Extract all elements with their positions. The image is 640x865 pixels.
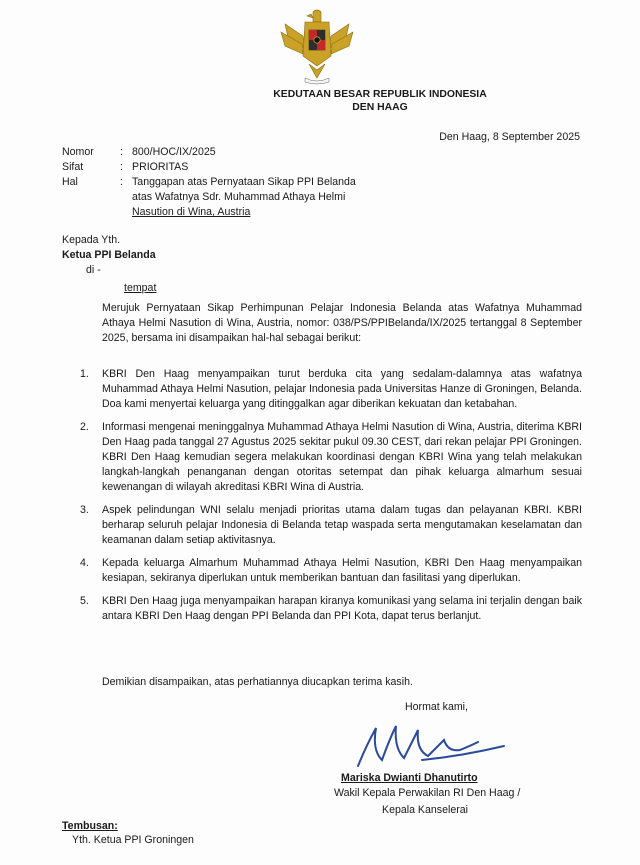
item-text: KBRI Den Haag juga menyampaikan harapan kiranya komunikasi yang selama ini terjalin dengan baik antara KBRI Den Haag dengan PPI Belanda dan PPI Kota, dapat terus berlanjut. — [102, 595, 582, 622]
meta-row-nomor — [62, 145, 582, 160]
tembusan-recipient: Yth. Ketua PPI Groningen — [72, 834, 194, 846]
item-text: KBRI Den Haag menyampaikan turut berduka cita yang sedalam-dalamnya atas wafatnya Muhammad Athaya Helmi Nasution, pelajar Indonesia pada Universitas Hanze di Groningen, Belanda. Doa kami menyertai keluarga yang ditinggalkan agar diberikan kekuatan dan ketabahan. — [102, 368, 582, 410]
item-text: Informasi mengenai meninggalnya Muhammad Athaya Helmi Nasution di Wina, Austria, diterima KBRI Den Haag pada tanggal 27 Agustus 2025 sekitar pukul 09.30 CEST, dari rekan pelajar PPI Groningen. KBRI Den Haag kemudian segera melakukan koordinasi dengan KBRI Wina yang telah melakukan langkah-langkah penanganan dengan otoritas setempat dan pihak keluarga almarhum sesuai kewenangan di wilayah akreditasi KBRI Wina di Austria. — [102, 421, 582, 493]
colon: : — [120, 161, 123, 173]
hal-line-3: Nasution di Wina, Austria — [132, 206, 251, 218]
hal-value — [132, 175, 582, 220]
tempat-line: tempat — [124, 282, 157, 294]
item-text: Kepada keluarga Almarhum Muhammad Athaya Helmi Nasution, KBRI Den Haag menyampaikan kesiapan, sekiranya diperlukan untuk memberikan bantuan dan fasilitasi yang diperlukan. — [102, 557, 582, 584]
nomor-value: 800/HOC/IX/2025 — [132, 146, 216, 158]
nomor-label: Nomor — [62, 146, 94, 158]
letter-date: Den Haag, 8 September 2025 — [439, 131, 580, 143]
sifat-value: PRIORITAS — [132, 161, 189, 173]
list-item — [80, 594, 582, 624]
item-number: 3. — [80, 504, 89, 516]
tembusan-label: Tembusan: — [62, 820, 118, 832]
list-item — [80, 367, 582, 412]
garuda-emblem-icon — [275, 6, 359, 86]
handwritten-signature — [352, 716, 512, 774]
colon: : — [120, 146, 123, 158]
list-item — [80, 556, 582, 586]
meta-row-hal — [62, 175, 582, 220]
list-item — [80, 503, 582, 548]
sifat-label: Sifat — [62, 161, 84, 173]
closing-sentence: Demikian disampaikan, atas perhatiannya diucapkan terima kasih. — [102, 676, 413, 688]
item-number: 2. — [80, 421, 89, 433]
kepada-line: Kepada Yth. — [62, 234, 121, 246]
intro-paragraph: Merujuk Pernyataan Sikap Perhimpunan Pelajar Indonesia Belanda atas Wafatnya Muhammad Athaya Helmi Nasution di Wina, Austria, nomor: 038/PS/PPIBelanda/IX/2025 tertanggal 8 September 2025, bersama ini disampaikan hal-hal sebagai berikut: — [102, 302, 582, 344]
di-line: di - — [86, 264, 101, 276]
hormat-kami: Hormat kami, — [405, 701, 468, 713]
hal-line-2: atas Wafatnya Sdr. Muhammad Athaya Helmi — [132, 191, 346, 203]
embassy-city: DEN HAAG — [352, 102, 408, 113]
signatory-position-1: Wakil Kepala Perwakilan RI Den Haag / — [334, 787, 521, 799]
signatory-name: Mariska Dwianti Dhanutirto — [341, 772, 478, 784]
list-item — [80, 420, 582, 495]
hal-label: Hal — [62, 176, 78, 188]
hal-line-1: Tanggapan atas Pernyataan Sikap PPI Belanda — [132, 176, 356, 188]
item-number: 5. — [80, 595, 89, 607]
colon: : — [120, 176, 123, 188]
points-list — [80, 367, 582, 632]
meta-row-sifat — [62, 160, 582, 175]
letter-meta — [62, 145, 582, 220]
item-number: 1. — [80, 368, 89, 380]
recipient-name: Ketua PPI Belanda — [62, 249, 156, 261]
recipient-block — [62, 233, 156, 296]
item-text: Aspek pelindungan WNI selalu menjadi prioritas utama dalam tugas dan pelayanan KBRI. KBRI berharap seluruh pelajar Indonesia di Belanda tetap waspada serta mengutamakan keselamatan dan keamanan dalam setiap aktivitasnya. — [102, 504, 582, 546]
item-number: 4. — [80, 557, 89, 569]
embassy-name: KEDUTAAN BESAR REPUBLIK INDONESIA — [273, 89, 487, 100]
signatory-position-2: Kepala Kanselerai — [382, 804, 468, 816]
